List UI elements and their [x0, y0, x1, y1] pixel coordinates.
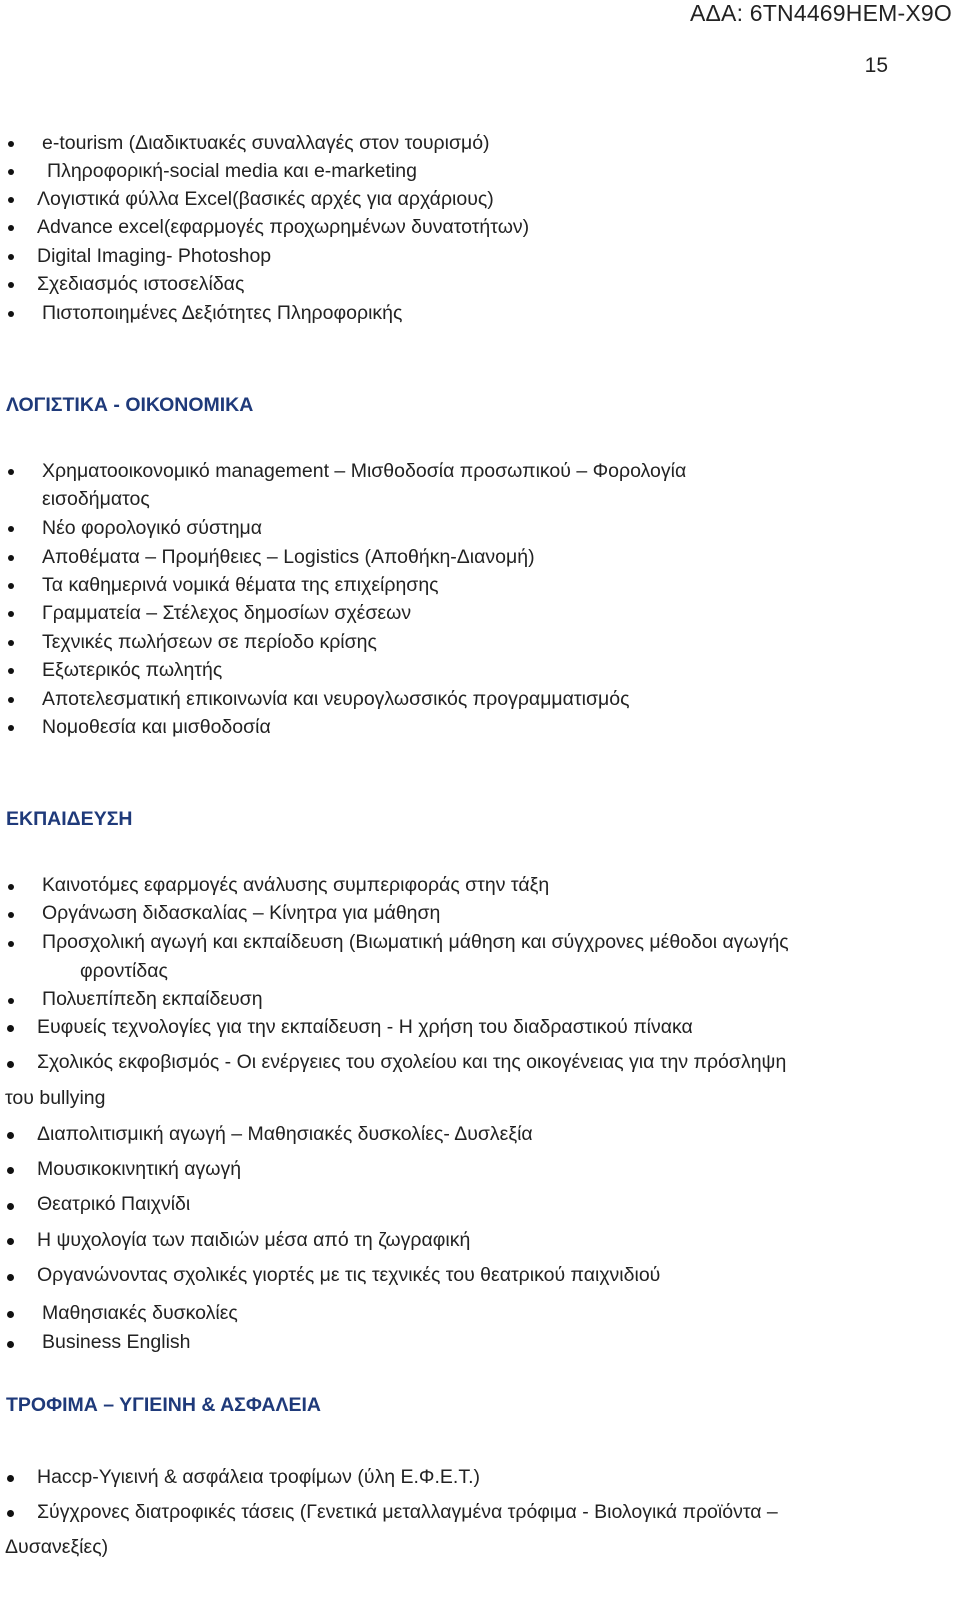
list-item: Σύγχρονες διατροφικές τάσεις (Γενετικά μεταλλαγμένα τρόφιμα - Βιολογικά προϊόντα –	[37, 1501, 778, 1523]
list-item: Οργανώνοντας σχολικές γιορτές με τις τεχνικές του θεατρικού παιχνιδιού	[37, 1264, 661, 1286]
list-item: Τεχνικές πωλήσεων σε περίοδο κρίσης	[42, 631, 377, 653]
bullet-icon	[8, 583, 14, 589]
list-item: Μαθησιακές δυσκολίες	[42, 1302, 238, 1324]
bullet-icon	[8, 941, 14, 947]
list-item: Ευφυείς τεχνολογίες για την εκπαίδευση - Η χρήση του διαδραστικού πίνακα	[37, 1016, 693, 1038]
list-item: Γραμματεία – Στέλεχος δημοσίων σχέσεων	[42, 602, 412, 624]
list-item: Αποθέματα – Προμήθειες – Logistics (Αποθήκη-Διανομή)	[42, 546, 535, 568]
list-item: Οργάνωση διδασκαλίας – Κίνητρα για μάθηση	[42, 902, 441, 924]
bullet-icon	[8, 225, 14, 231]
bullet-icon	[7, 1167, 14, 1174]
list-item: Σχεδιασμός ιστοσελίδας	[37, 273, 245, 295]
bullet-icon	[8, 555, 14, 561]
bullet-icon	[8, 254, 14, 260]
list-item: Μουσικοκινητική αγωγή	[37, 1158, 242, 1180]
list-item-continuation: φροντίδας	[80, 960, 168, 982]
list-item: Πολυεπίπεδη εκπαίδευση	[42, 988, 263, 1010]
page-number: 15	[864, 54, 888, 77]
bullet-icon	[8, 912, 14, 918]
bullet-icon	[7, 1132, 14, 1139]
section-heading-food-safety: ΤΡΟΦΙΜΑ – ΥΓΙΕΙΝΗ & ΑΣΦΑΛΕΙΑ	[6, 1394, 321, 1416]
list-item: Advance excel(εφαρμογές προχωρημένων δυνατοτήτων)	[37, 216, 530, 238]
section-heading-education: ΕΚΠΑΙΔΕΥΣΗ	[6, 808, 133, 830]
bullet-icon	[7, 1061, 14, 1068]
list-item: Καινοτόμες εφαρμογές ανάλυσης συμπεριφοράς στην τάξη	[42, 874, 550, 896]
list-item-continuation: Δυσανεξίες)	[5, 1536, 109, 1558]
list-item: Business English	[42, 1331, 191, 1353]
bullet-icon	[8, 169, 14, 175]
bullet-icon	[8, 526, 14, 532]
list-item: Νομοθεσία και μισθοδοσία	[42, 716, 271, 738]
list-item: Διαπολιτισμική αγωγή – Μαθησιακές δυσκολίες- Δυσλεξία	[37, 1123, 533, 1145]
list-item: Θεατρικό Παιχνίδι	[37, 1193, 191, 1215]
list-item: Πληροφορική-social media και e-marketing	[47, 160, 417, 182]
list-item: Haccp-Υγιεινή & ασφάλεια τροφίμων (ύλη Ε.Φ.Ε.Τ.)	[37, 1466, 480, 1488]
list-item: Η ψυχολογία των παιδιών μέσα από τη ζωγραφική	[37, 1229, 471, 1251]
bullet-icon	[8, 725, 14, 731]
bullet-icon	[8, 311, 14, 317]
bullet-icon	[8, 884, 14, 890]
list-item: Σχολικός εκφοβισμός - Οι ενέργειες του σχολείου και της οικογένειας για την πρόσληψη	[37, 1051, 787, 1073]
list-item: Πιστοποιημένες Δεξιότητες Πληροφορικής	[42, 302, 403, 324]
bullet-icon	[8, 469, 14, 475]
ada-identifier: ΑΔΑ: 6ΤΝ4469ΗΕΜ-Χ9Ο	[689, 0, 952, 26]
list-item: Digital Imaging- Photoshop	[37, 245, 272, 267]
bullet-icon	[7, 1510, 14, 1517]
bullet-icon	[7, 1311, 14, 1318]
bullet-icon	[8, 998, 14, 1004]
bullet-icon	[8, 611, 14, 617]
bullet-icon	[7, 1025, 14, 1032]
bullet-icon	[7, 1238, 14, 1245]
list-item: Αποτελεσματική επικοινωνία και νευρογλωσσικός προγραμματισμός	[42, 688, 630, 710]
list-item: Χρηματοοικονομικό management – Μισθοδοσία προσωπικού – Φορολογία	[42, 460, 687, 482]
bullet-icon	[8, 141, 14, 147]
list-item: Νέο φορολογικό σύστημα	[42, 517, 263, 539]
bullet-icon	[8, 197, 14, 203]
list-item: e-tourism (Διαδικτυακές συναλλαγές στον τουρισμό)	[42, 132, 490, 154]
list-item-continuation: του bullying	[5, 1087, 106, 1109]
list-item: Εξωτερικός πωλητής	[42, 659, 223, 681]
list-item: Τα καθημερινά νομικά θέματα της επιχείρησης	[42, 574, 439, 596]
bullet-icon	[8, 640, 14, 646]
bullet-icon	[7, 1341, 14, 1348]
bullet-icon	[7, 1274, 14, 1281]
section-heading-accounting: ΛΟΓΙΣΤΙΚΑ - ΟΙΚΟΝΟΜΙΚΑ	[6, 394, 254, 416]
bullet-icon	[8, 282, 14, 288]
list-item-continuation: εισοδήματος	[42, 488, 150, 510]
bullet-icon	[8, 668, 14, 674]
bullet-icon	[8, 697, 14, 703]
list-item: Προσχολική αγωγή και εκπαίδευση (Βιωματική μάθηση και σύγχρονες μέθοδοι αγωγής	[42, 931, 789, 953]
bullet-icon	[7, 1475, 14, 1482]
list-item: Λογιστικά φύλλα Excel(βασικές αρχές για αρχάριους)	[37, 188, 494, 210]
bullet-icon	[7, 1203, 14, 1210]
